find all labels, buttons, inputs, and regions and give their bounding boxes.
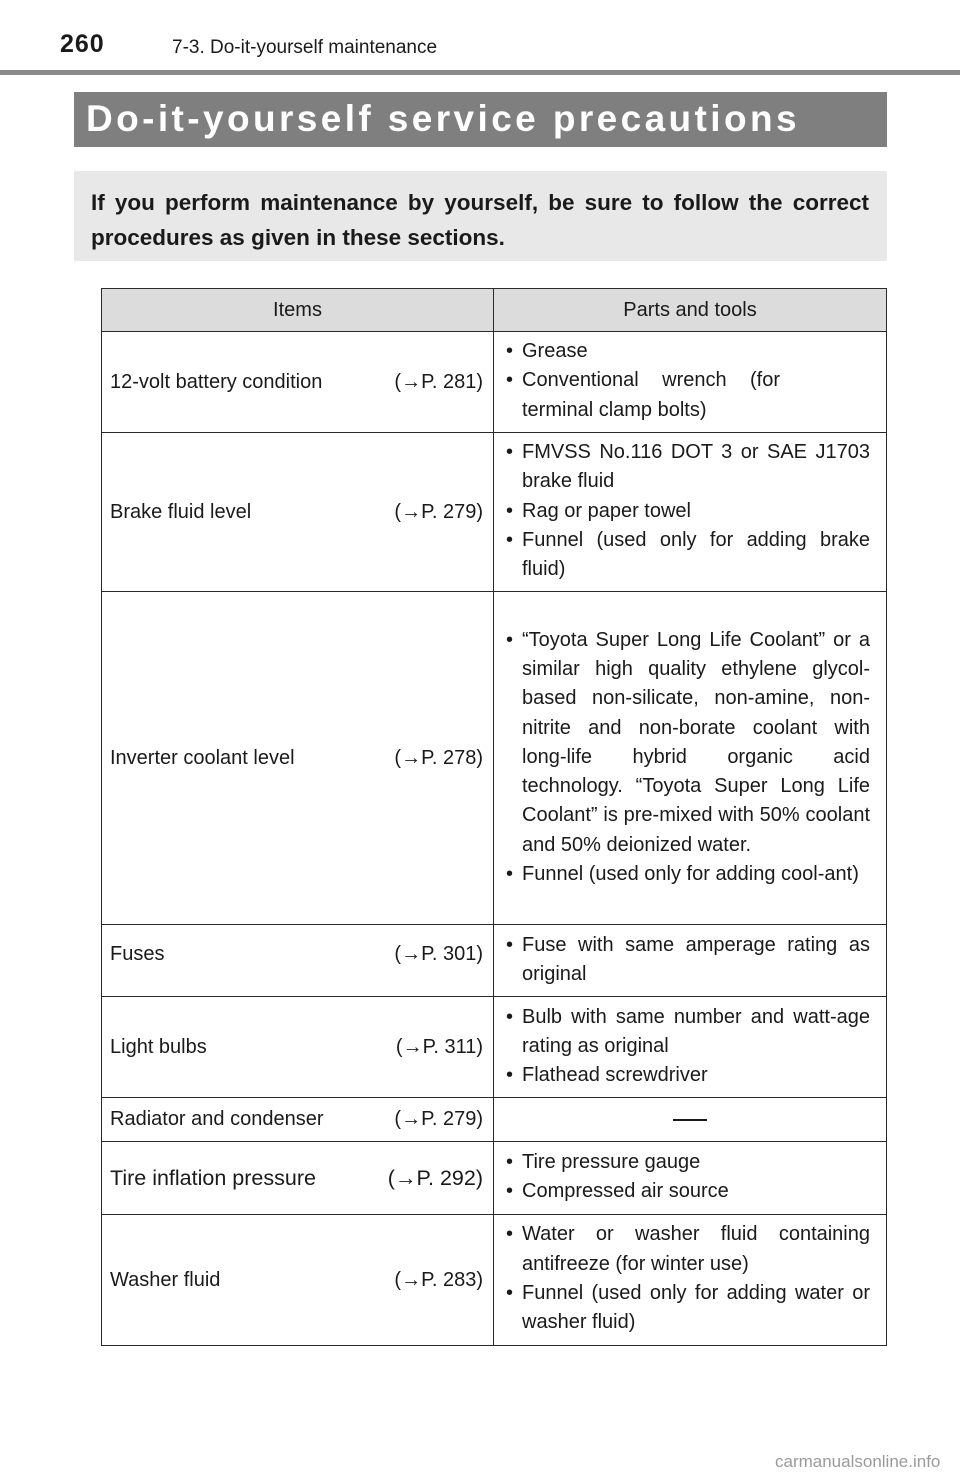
item-cell: [102, 433, 494, 592]
parts-cell: [494, 925, 887, 997]
list-item: • Compressed air source: [510, 1177, 870, 1206]
table-row: [102, 1215, 887, 1345]
list-item: • Funnel (used only for adding cool-ant): [510, 860, 870, 889]
item-cell: [102, 1142, 494, 1215]
not-applicable-dash: [673, 1119, 707, 1121]
page-reference: (→P. 292): [387, 1165, 483, 1190]
item-cell: [102, 592, 494, 925]
table-header-row: [102, 289, 887, 332]
table-row: [102, 332, 887, 433]
parts-cell: [494, 997, 887, 1098]
watermark: carmanualsonline.info: [775, 1452, 941, 1471]
item-name: Tire inflation pressure: [110, 1165, 316, 1190]
item-name: Light bulbs: [110, 1035, 207, 1058]
parts-cell: [494, 1098, 887, 1142]
header-rule: [0, 70, 960, 75]
parts-cell: [494, 1142, 887, 1215]
list-item: • Fuse with same amperage rating as original: [510, 931, 870, 990]
page-header: [0, 0, 960, 76]
page-reference: (→P. 279): [394, 500, 483, 523]
item-name: Fuses: [110, 943, 165, 966]
table-row: [102, 433, 887, 592]
parts-cell: [494, 332, 887, 433]
page-reference: (→P. 301): [394, 943, 483, 966]
table-row: [102, 925, 887, 997]
intro-box: [74, 171, 887, 261]
list-item: • Water or washer fluid containing antifreeze (for winter use): [510, 1220, 870, 1279]
intro-text: If you perform maintenance by yourself, be sure to follow the correct procedures as given in these sections.: [91, 190, 869, 250]
item-name: Brake fluid level: [110, 500, 252, 523]
page-reference: (→P. 279): [394, 1108, 483, 1131]
item-cell: [102, 1215, 494, 1345]
column-header-parts: Parts and tools: [494, 289, 887, 332]
table-row: [102, 1142, 887, 1215]
page-reference: (→P. 283): [394, 1268, 483, 1291]
list-item: • “Toyota Super Long Life Coolant” or a similar high quality ethylene glycol-based non-silicate, non-amine, non-nitrite and non-borate coolant with long-life hybrid organic acid technology. “Toyota Super Long Life Coolant” is pre-mixed with 50% coolant and 50% deionized water.: [510, 626, 870, 860]
item-cell: [102, 332, 494, 433]
title-bar: [74, 92, 887, 147]
parts-cell: [494, 592, 887, 925]
page-number: 260: [60, 30, 105, 58]
item-name: Washer fluid: [110, 1268, 221, 1291]
parts-cell: [494, 433, 887, 592]
list-item: • Conventional wrench (for terminal clamp bolts): [510, 366, 870, 425]
section-label: 7-3. Do-it-yourself maintenance: [172, 37, 438, 58]
list-item: • Funnel (used only for adding brake fluid): [510, 526, 870, 585]
item-cell: [102, 997, 494, 1098]
list-item: • Funnel (used only for adding water or washer fluid): [510, 1279, 870, 1338]
parts-table: [101, 288, 887, 1346]
table-row: [102, 592, 887, 925]
item-name: Radiator and condenser: [110, 1108, 324, 1131]
list-item: • Flathead screwdriver: [510, 1061, 870, 1090]
parts-cell: [494, 1215, 887, 1345]
page-reference: (→P. 278): [394, 746, 483, 769]
column-header-items: Items: [102, 289, 494, 332]
page-title: Do-it-yourself service precautions: [86, 98, 800, 139]
table-row: [102, 997, 887, 1098]
list-item: • Rag or paper towel: [510, 497, 870, 526]
list-item: • Grease: [510, 337, 870, 366]
page-reference: (→P. 311): [395, 1035, 483, 1058]
list-item: • FMVSS No.116 DOT 3 or SAE J1703 brake fluid: [510, 438, 870, 497]
item-name: Inverter coolant level: [110, 746, 295, 769]
table-row: [102, 1098, 887, 1142]
page-reference: (→P. 281): [394, 370, 483, 393]
item-name: 12-volt battery condition: [110, 370, 323, 393]
list-item: • Bulb with same number and watt-age rating as original: [510, 1003, 870, 1062]
list-item: • Tire pressure gauge: [510, 1148, 870, 1177]
item-cell: [102, 925, 494, 997]
item-cell: [102, 1098, 494, 1142]
